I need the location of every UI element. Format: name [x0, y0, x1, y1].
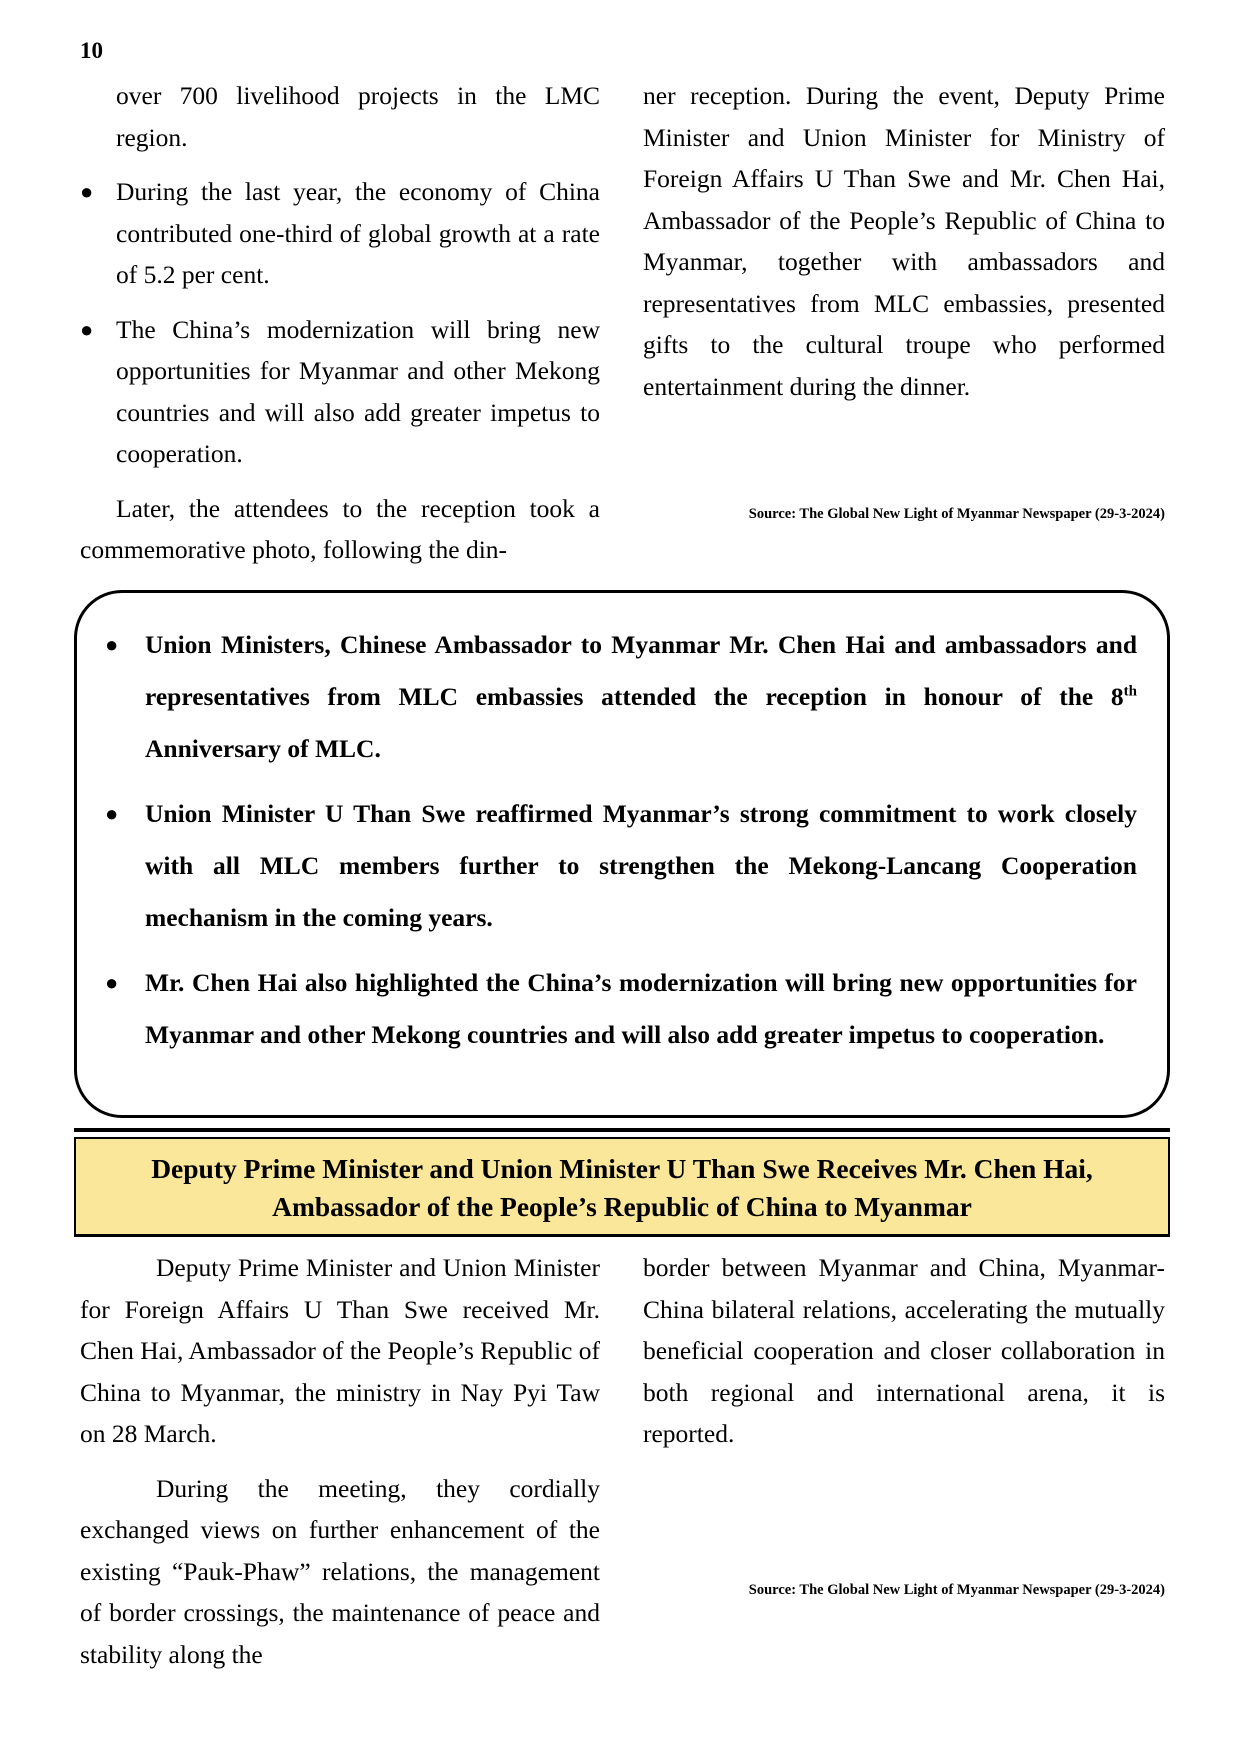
- article-headline: [74, 1137, 1170, 1237]
- highlight-text: Union Ministers, Chinese Ambassador to Myanmar Mr. Chen Hai and ambassadors and representatives from MLC embassies attended the reception in honour of the 8: [145, 630, 1137, 711]
- body-paragraph: During the meeting, they cordially exchanged views on further enhancement of the existing “Pauk-Phaw” relations, the management of border crossings, the maintenance of peace and stability along the: [80, 1473, 600, 1669]
- bullet-item: [80, 309, 600, 475]
- highlight-text: Mr. Chen Hai also highlighted the China’s modernization will bring new opportunities for Myanmar and other Mekong countries and will also add greater impetus to cooperation.: [145, 968, 1137, 1049]
- source-credit: Source: The Global New Light of Myanmar Newspaper (29-3-2024): [748, 1582, 1165, 1598]
- headline-line: Ambassador of the People’s Republic of China to Myanmar: [272, 1191, 972, 1222]
- body-paragraph: border between Myanmar and China, Myanmar-China bilateral relations, accelerating the mutually beneficial cooperation and closer collaboration in both regional and international arena, it is reported.: [643, 1253, 1165, 1448]
- bullet-item: [80, 171, 600, 296]
- article2-left-column: [80, 1247, 600, 1675]
- highlight-item: [105, 619, 1137, 775]
- article1-left-column: [80, 75, 600, 571]
- divider: [74, 1128, 1170, 1132]
- source-credit: Source: The Global New Light of Myanmar Newspaper (29-3-2024): [748, 506, 1165, 522]
- bullet-text: The China’s modernization will bring new opportunities for Myanmar and other Mekong countries and will also add greater impetus to cooperation.: [116, 314, 600, 468]
- continuation-text: over 700 livelihood projects in the LMC region.: [116, 81, 600, 152]
- headline-line: Deputy Prime Minister and Union Minister U Than Swe Receives Mr. Chen Hai,: [151, 1153, 1093, 1184]
- bullet-icon: ●: [80, 316, 94, 342]
- highlight-item: [105, 957, 1137, 1061]
- page-number: 10: [80, 38, 103, 63]
- closing-paragraph: Later, the attendees to the reception took a commemorative photo, following the din-: [80, 493, 600, 564]
- body-paragraph: Deputy Prime Minister and Union Minister for Foreign Affairs U Than Swe received Mr. Chen Hai, Ambassador of the People’s Republic of China to Myanmar, the ministry in Nay Pyi Taw on 28 March.: [80, 1253, 600, 1448]
- highlights-box: [74, 590, 1170, 1118]
- bullet-text: During the last year, the economy of China contributed one-third of global growth at a rate of 5.2 per cent.: [116, 177, 600, 289]
- article2-right-column: [643, 1247, 1165, 1455]
- bullet-icon: ●: [105, 970, 119, 995]
- highlight-item: [105, 788, 1137, 944]
- article1-right-column: [643, 75, 1165, 407]
- bullet-icon: ●: [80, 179, 94, 204]
- right-column-text: ner reception. During the event, Deputy Prime Minister and Union Minister for Ministry of Foreign Affairs U Than Swe and Mr. Chen Hai, Ambassador of the People’s Republic of China to Myanmar, together with ambassadors and representatives from MLC embassies, presented gifts to the cultural troupe who performed entertainment during the dinner.: [643, 81, 1165, 401]
- bullet-icon: ●: [105, 632, 119, 657]
- ordinal-suffix: th: [1123, 683, 1137, 700]
- bullet-icon: ●: [105, 801, 119, 826]
- highlight-text: Anniversary of MLC.: [145, 734, 381, 763]
- highlight-text: Union Minister U Than Swe reaffirmed Myanmar’s strong commitment to work closely with all MLC members further to strengthen the Mekong-Lancang Cooperation mechanism in the coming years.: [145, 799, 1137, 932]
